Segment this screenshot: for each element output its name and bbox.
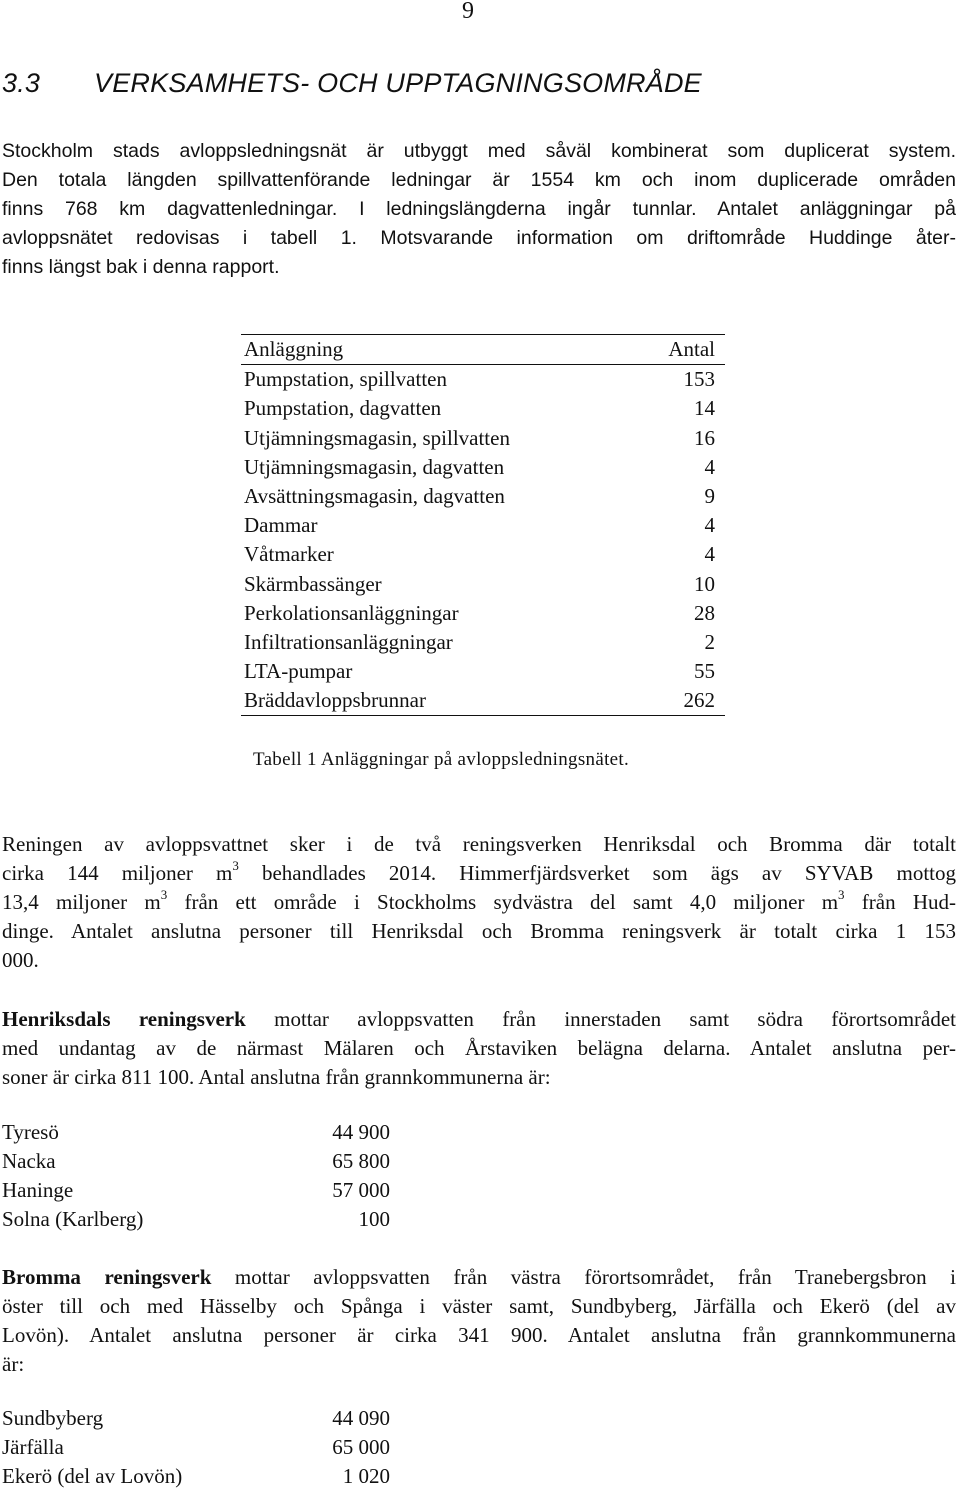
list-item [2,1433,390,1462]
list-item [2,1176,390,1205]
facility-count-cell: 28 [694,600,715,625]
facility-name-cell: Skärmbassänger [244,571,382,596]
municipality-name: Sundbyberg [2,1406,104,1430]
henriksdal-municipality-list [2,1118,390,1234]
intro-line: avloppsnätet redovisas i tabell 1. Motsvarande information om driftområde Huddinge åter- [2,227,956,249]
treatment-paragraph [2,830,956,975]
table-header-row [241,335,725,365]
text-line [2,859,956,888]
list-item [2,1205,390,1234]
list-item [2,1118,390,1147]
table-row [241,511,725,540]
list-item [2,1462,390,1491]
municipality-count: 44 090 [332,1406,390,1430]
municipality-count: 44 900 [332,1120,390,1144]
list-item [2,1147,390,1176]
table-row [241,599,725,628]
facility-name-cell: Infiltrationsanläggningar [244,629,453,654]
text-line: 000. [2,948,39,972]
section-number: 3.3 [2,68,41,98]
table-row [241,628,725,657]
municipality-name: Ekerö (del av Lovön) [2,1464,183,1488]
intro-line: Den totala längden spillvattenförande ledningar är 1554 km och inom duplicerade områden [2,169,956,191]
list-item [2,1404,390,1433]
facility-name-cell: Pumpstation, spillvatten [244,367,447,392]
table-row [241,365,725,395]
facility-count-cell: 4 [704,513,715,538]
facility-name-cell: LTA-pumpar [244,659,353,684]
facility-count-cell: 10 [694,571,715,596]
facility-count-cell: 16 [694,425,715,450]
facility-count-cell: 153 [683,367,715,392]
table-row [241,424,725,453]
intro-line: Stockholm stads avloppsledningsnät är utbyggt med såväl kombinerat som duplicerat system. [2,140,956,162]
intro-line: finns 768 km dagvattenledningar. I ledningslängderna ingår tunnlar. Antalet anläggningar på [2,198,956,220]
facility-name-cell: Utjämningsmagasin, dagvatten [244,454,505,479]
text-line: öster till och med Hässelby och Spånga i väster samt, Sundbyberg, Järfälla och Ekerö (del av [2,1294,956,1318]
section-title: VERKSAMHETS- OCH UPPTAGNINGSOMRÅDE [94,68,702,98]
section-heading [2,68,702,99]
table-row [241,686,725,716]
text-line: Reningen av avloppsvattnet sker i de två reningsverken Henriksdal och Bromma där totalt [2,832,956,856]
text-run: behandlades 2014. Himmerfjärdsverket som ägs av SYVAB mottog [238,861,956,885]
table-caption: Tabell 1 Anläggningar på avloppsledningsnätet. [253,749,630,770]
henriksdal-paragraph [2,1005,956,1092]
facility-count-cell: 9 [704,484,715,509]
municipality-name: Solna (Karlberg) [2,1207,144,1231]
facility-count-cell: 4 [704,542,715,567]
text-line [2,1005,956,1034]
table-row [241,453,725,482]
facility-name-cell: Våtmarker [244,542,334,567]
facility-name-cell: Pumpstation, dagvatten [244,396,442,421]
table-row [241,482,725,511]
text-run: från Hud- [844,890,956,914]
intro-paragraph [2,137,956,282]
facility-name-cell: Utjämningsmagasin, spillvatten [244,425,510,450]
table-row [241,540,725,569]
facility-name-cell: Avsättningsmagasin, dagvatten [244,484,505,509]
table-row [241,657,725,686]
municipality-name: Nacka [2,1149,56,1173]
column-header-facility: Anläggning [241,335,640,365]
page-number: 9 [462,0,474,24]
bromma-municipality-list [2,1404,390,1491]
facility-count-cell: 55 [694,659,715,684]
column-header-count: Antal [640,335,725,365]
facility-count-cell: 2 [704,629,715,654]
text-run: mottar avloppsvatten från västra förortsområdet, från Tranebergsbron i [211,1265,957,1289]
facility-count-cell: 262 [640,686,725,716]
superscript: 3 [838,887,845,902]
superscript: 3 [232,858,239,873]
facility-name-cell: Perkolationsanläggningar [244,600,459,625]
text-run: från ett område i Stockholms sydvästra del samt 4,0 miljoner m [167,890,839,914]
text-run: cirka 144 miljoner m [2,861,233,885]
municipality-name: Järfälla [2,1435,64,1459]
bromma-name: Bromma reningsverk [2,1265,212,1289]
text-line: dinge. Antalet anslutna personer till Henriksdal och Bromma reningsverk är totalt cirka 1 153 [2,919,956,943]
intro-line: finns längst bak i denna rapport. [2,256,280,278]
municipality-count: 100 [358,1207,390,1231]
facility-count-cell: 4 [704,454,715,479]
text-line: är: [2,1352,25,1376]
text-line: Lovön). Antalet anslutna personer är cirka 341 900. Antalet anslutna från grannkommunerna [2,1323,956,1347]
bromma-paragraph [2,1263,956,1379]
text-run: 13,4 miljoner m [2,890,161,914]
text-line [2,888,956,917]
municipality-count: 1 020 [342,1464,390,1488]
text-run: mottar avloppsvatten från innerstaden samt södra förortsområdet [245,1007,956,1031]
facility-name-cell: Dammar [244,513,318,538]
facility-name-cell: Bräddavloppsbrunnar [241,686,640,716]
municipality-count: 65 800 [332,1149,390,1173]
text-line [2,1263,956,1292]
superscript: 3 [160,887,168,902]
table-row [241,570,725,599]
municipality-name: Haninge [2,1178,74,1202]
table-row [241,394,725,423]
facility-count-cell: 14 [694,396,715,421]
municipality-count: 65 000 [332,1435,390,1459]
municipality-name: Tyresö [2,1120,59,1144]
henriksdal-name: Henriksdals reningsverk [2,1007,246,1031]
text-line: med undantag av de närmast Mälaren och Årstaviken belägna delarna. Antalet anslutna per- [2,1036,956,1060]
text-line: soner är cirka 811 100. Antal anslutna från grannkommunerna är: [2,1065,551,1089]
facility-table [241,334,725,716]
municipality-count: 57 000 [332,1178,390,1202]
